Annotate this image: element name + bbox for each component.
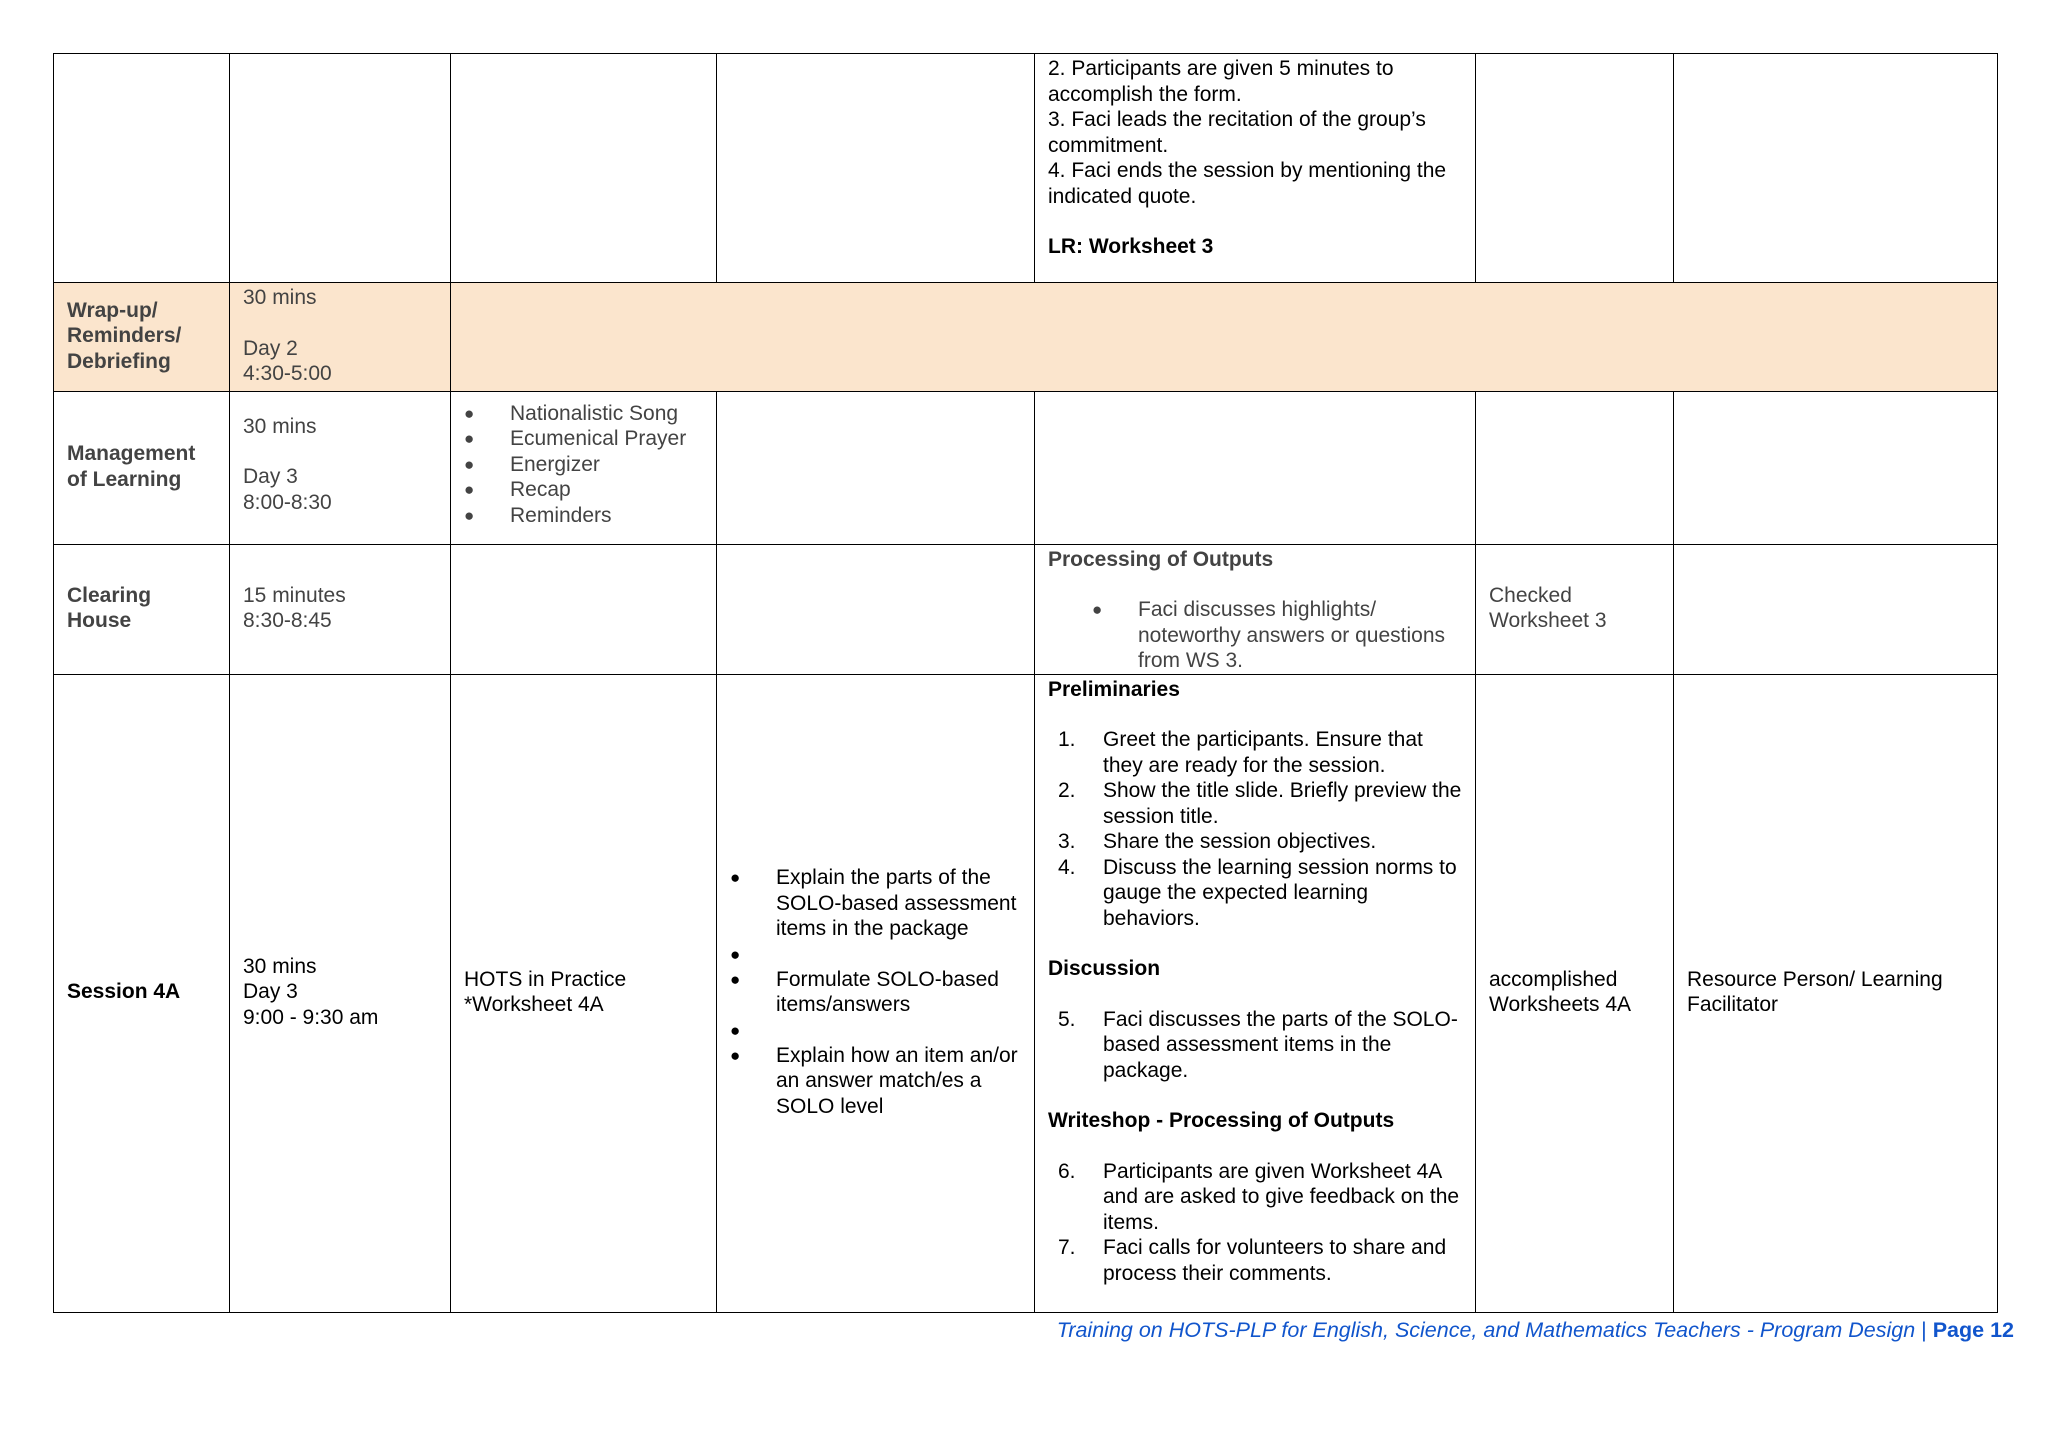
step-text: 2. Participants are given 5 minutes to accomplish the form. [1048,57,1394,106]
prelim-steps [1048,727,1462,931]
time-range: 8:00-8:30 [243,490,332,514]
row-title: Clearing House [54,544,230,674]
cell-empty [1674,544,1998,674]
cell-methodology [1035,674,1476,1312]
section-heading: Writeshop - Processing of Outputs [1048,1109,1395,1132]
list-item: 4. Discuss the learning session norms to gauge the expected learning behaviors. [1058,855,1457,930]
cell-objectives [717,674,1035,1312]
list-item: ● Faci discusses highlights/ noteworthy answers or questions from WS 3. [1092,597,1462,674]
duration: 30 mins [243,414,317,438]
row-title: Management of Learning [54,391,230,544]
page-number: Page 12 [1932,1318,2014,1342]
cell-empty [451,54,717,283]
cell-empty [451,544,717,674]
cell-time [230,544,451,674]
cell-activities [451,391,717,544]
topic-worksheet: *Worksheet 4A [464,993,604,1016]
footer-title: Training on HOTS-PLP for English, Science, and Mathematics Teachers - Program Design [1056,1318,1916,1342]
day: Day 2 [243,336,298,360]
day: Day 3 [243,980,298,1004]
cell-time [230,283,451,392]
section-heading: Processing of Outputs [1048,547,1274,571]
cell-time [230,391,451,544]
duration: 15 minutes [243,583,346,607]
learning-resource: LR: Worksheet 3 [1048,235,1214,258]
cell-person: Resource Person/ Learning Facilitator [1674,674,1998,1312]
cell-topic [451,674,717,1312]
objectives-list [730,865,1021,1119]
list-item: ● Formulate SOLO-based items/answers [730,967,1021,1018]
cell-empty [717,544,1035,674]
writeshop-steps [1048,1159,1462,1287]
cell-output: accomplished Worksheets 4A [1476,674,1674,1312]
list-item: 5. Faci discusses the parts of the SOLO-based assessment items in the package. [1058,1007,1458,1082]
cell-empty [1476,391,1674,544]
cell-methodology [1035,544,1476,674]
list-item: ● Explain how an item an/or an answer match/es a SOLO level [730,1043,1021,1120]
section-heading: Discussion [1048,957,1161,980]
table-row-continued [54,54,1998,283]
discussion-steps [1048,1007,1462,1084]
duration: 30 mins [243,286,317,309]
row-title: Session 4A [54,674,230,1312]
list-item: ● Nationalistic Song [464,401,703,427]
row-title: Wrap-up/ Reminders/ Debriefing [54,283,230,392]
cell-empty [1035,391,1476,544]
duration: 30 mins [243,954,317,978]
step-text: 3. Faci leads the recitation of the group’s commitment. [1048,108,1426,157]
time-range: 4:30-5:00 [243,362,332,385]
table-row-management [54,391,1998,544]
cell-empty [54,54,230,283]
list-item: ● Recap [464,477,703,503]
list-item: ● Ecumenical Prayer [464,426,703,452]
table-row-wrapup [54,283,1998,392]
table-row-clearing [54,544,1998,674]
topic-title: HOTS in Practice [464,967,627,991]
cell-methodology [1035,54,1476,283]
day: Day 3 [243,465,298,488]
section-heading: Preliminaries [1048,677,1180,701]
list-item: 2. Show the title slide. Briefly preview the session title. [1058,779,1462,828]
time-range: 9:00 - 9:30 am [243,1005,379,1029]
cell-time [230,674,451,1312]
processing-list [1048,597,1462,674]
time-range: 8:30-8:45 [243,609,332,632]
spacer [730,942,1021,967]
list-item: 7. Faci calls for volunteers to share and process their comments. [1058,1236,1447,1285]
step-text: 4. Faci ends the session by mentioning the indicated quote. [1048,159,1447,208]
list-item: ● Explain the parts of the SOLO-based assessment items in the package [730,865,1021,942]
cell-empty [1674,391,1998,544]
list-item: ● Energizer [464,452,703,478]
cell-empty [717,54,1035,283]
cell-empty [1476,54,1674,283]
footer-separator: | [1915,1318,1933,1342]
cell-empty [230,54,451,283]
list-item: 3. Share the session objectives. [1058,830,1377,853]
list-item: ● Reminders [464,503,703,529]
activity-list [464,401,703,529]
cell-output: Checked Worksheet 3 [1476,544,1674,674]
list-item: 6. Participants are given Worksheet 4A and are asked to give feedback on the items. [1058,1159,1460,1234]
spacer [730,1018,1021,1043]
list-item: 1. Greet the participants. Ensure that they are ready for the session. [1058,728,1423,777]
cell-merged [451,283,1998,392]
cell-empty [717,391,1035,544]
cell-empty [1674,54,1998,283]
page-footer [1057,1318,2014,1343]
table-row-session-4a [54,674,1998,1312]
program-design-table [53,53,1998,1313]
